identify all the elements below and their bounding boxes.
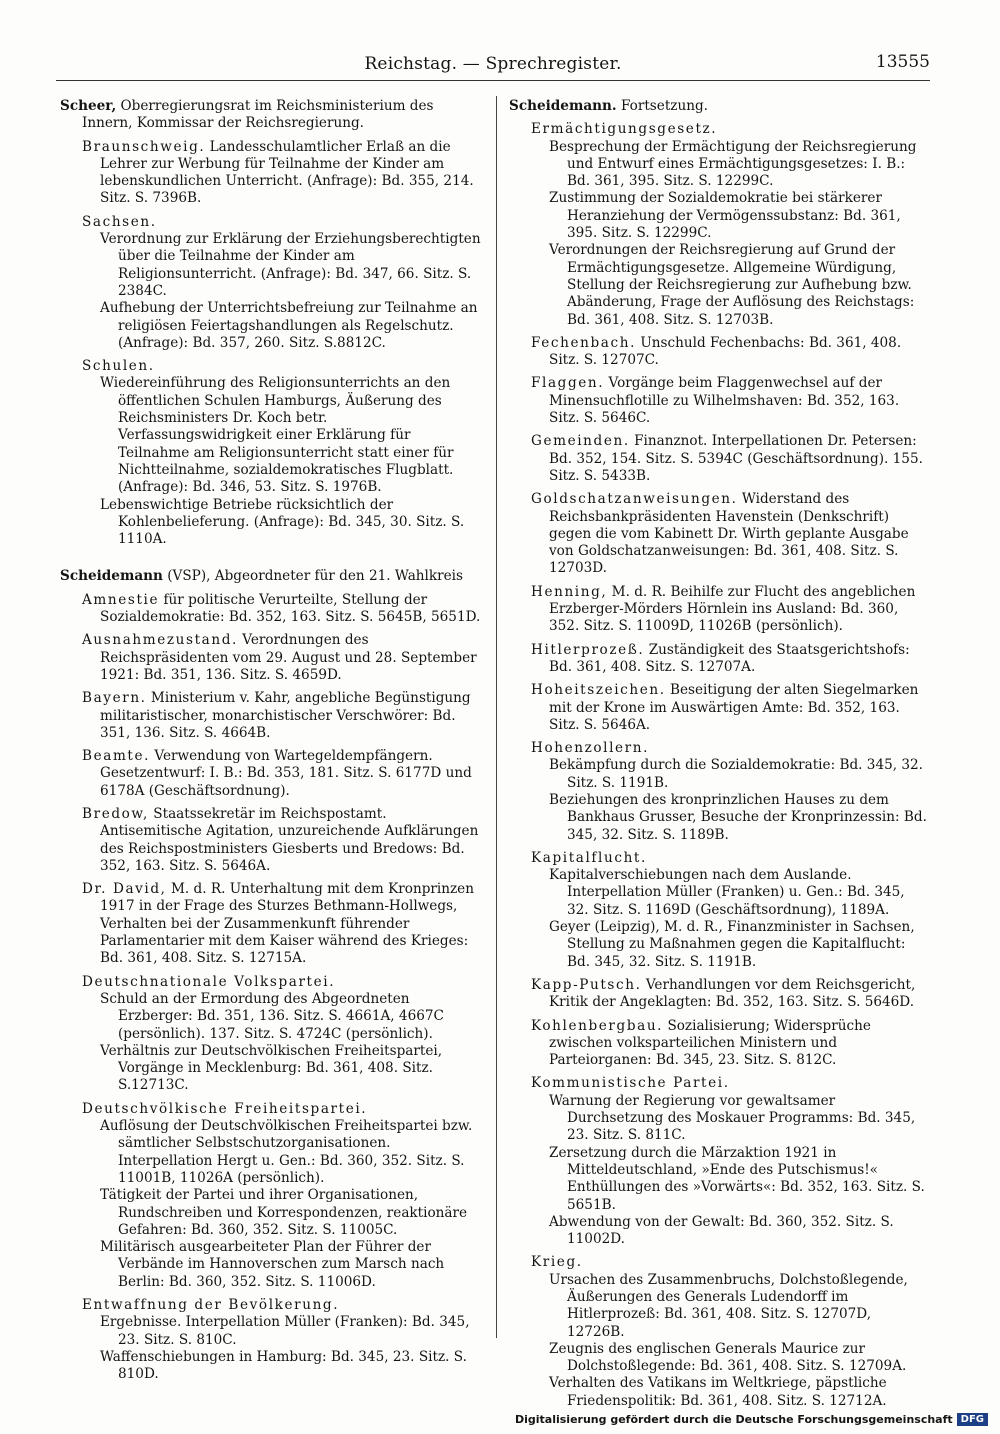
topic-keyword: Hohenzollern. <box>531 740 650 757</box>
topic-heading <box>531 850 929 867</box>
topic-entry <box>531 1075 929 1248</box>
topic-keyword: Kapp-Putsch. <box>531 976 642 993</box>
entry-scheer <box>60 98 482 548</box>
person-name: Scheidemann. <box>509 98 617 114</box>
topic-entry <box>531 584 929 636</box>
topic-heading <box>82 1101 482 1118</box>
continuation-label: Fortsetzung. <box>620 98 708 114</box>
topic-entry <box>531 642 929 677</box>
topic-entry <box>531 121 929 329</box>
topic-text: Finanznot. Interpellationen Dr. Petersen: Bd. 352, 154. Sitz. S. 5394C (Geschäftsordnung). 155. Sitz. S. 5433B. <box>549 433 923 484</box>
topic-entry <box>82 632 482 684</box>
topic-keyword: Amnestie <box>82 591 160 608</box>
topic-entry <box>531 1254 929 1410</box>
topic-keyword: Sachsen. <box>82 213 157 230</box>
topic-entry <box>531 433 929 485</box>
topic-text: Vorgänge beim Flaggenwechsel auf der Minensuchflotille zu Wilhelmshaven: Bd. 352, 163. Sitz. S. 5646C. <box>549 375 900 427</box>
header-rule <box>56 80 930 81</box>
topic-entry <box>531 682 929 734</box>
subtopic-entry: Geyer (Leipzig), M. d. R., Finanzminister in Sachsen, Stellung zu Maßnahmen gegen die Kapitalflucht: Bd. 345, 32. Sitz. S. 1191B. <box>549 919 915 970</box>
topic-list <box>60 592 482 1384</box>
topic-text: Ministerium v. Kahr, angebliche Begünstigung militaristischer, monarchistischer Verschwörer: Bd. 351, 136. Sitz. S. 4664B. <box>100 690 471 741</box>
topic-entry <box>531 850 929 971</box>
topic-heading <box>531 375 929 427</box>
topic-heading <box>82 358 482 375</box>
column-divider <box>496 96 497 1338</box>
topic-keyword: Henning, <box>531 583 608 600</box>
topic-entry <box>82 806 482 875</box>
topic-text: Verordnungen des Reichspräsidenten vom 29. August und 28. September 1921: Bd. 351, 136. Sitz. S. 4659D. <box>100 632 477 683</box>
topic-heading <box>531 584 929 636</box>
subtopic-entry: Lebenswichtige Betriebe rücksichtlich der Kohlenbelieferung. (Anfrage): Bd. 345, 30. Sitz. S. 1110A. <box>100 496 465 548</box>
topic-text: Sozialisierung; Widersprüche zwischen volksparteilichen Ministern und Parteiorganen: Bd. 345, 23. Sitz. S. 812C. <box>549 1017 871 1069</box>
topic-entry <box>82 214 482 352</box>
topic-entry <box>531 335 929 370</box>
topic-text: Zuständigkeit des Staatsgerichtshofs: Bd. 361, 408. Sitz. S. 12707A. <box>549 641 910 675</box>
subtopic-entry: Wiedereinführung des Religionsunterrichts an den öffentlichen Schulen Hamburgs, Äußerung des Reichsministers Dr. Koch betr. Verfassungswidrigkeit einer Erklärung für Teilnahme am Religionsunterricht statt einer für Nichtteilnahme, sozialdemokratisches Flugblatt. (Anfrage): Bd. 346, 53. Sitz. S. 1976B. <box>100 375 454 496</box>
topic-text: Widerstand des Reichsbankpräsidenten Havenstein (Denkschrift) gegen die vom Kabinett Dr. Wirth geplante Ausgabe von Goldschatzanweisungen: Bd. 361, 408. Sitz. S. 12703D. <box>549 491 909 577</box>
topic-text: M. d. R. Unterhaltung mit dem Kronprinzen 1917 in der Frage des Sturzes Bethmann-Hollwegs, Verhalten bei der Zusammenkunft führender Parlamentarier mit dem Kaiser während des Krieges: Bd. 361, 408. Sitz. S. 12715A. <box>100 881 474 967</box>
subtopic-entry: Beziehungen des kronprinzlichen Hauses zu dem Bankhaus Grusser, Besuche der Kronprinzessin: Bd. 345, 32. Sitz. S. 1189B. <box>549 791 927 843</box>
topic-keyword: Schulen. <box>82 358 155 375</box>
topic-text: Verwendung von Wartegeldempfängern. Gesetzentwurf: I. B.: Bd. 353, 181. Sitz. S. 6177D und 6178A (Geschäftsordnung). <box>100 748 472 799</box>
topic-text: Landesschulamtlicher Erlaß an die Lehrer zur Werbung für Teilnahme der Kinder am lebenskundlichen Unterricht. (Anfrage): Bd. 355, 214. Sitz. S. 7396B. <box>100 138 474 207</box>
topic-list <box>60 139 482 549</box>
subtopic-entry: Zustimmung der Sozialdemokratie bei stärkerer Heranziehung der Vermögenssubstanz: Bd. 361, 395. Sitz. S. 12299C. <box>549 190 901 242</box>
person-heading <box>60 568 482 585</box>
topic-text: Verhandlungen vor dem Reichsgericht, Kritik der Angeklagten: Bd. 352, 163. Sitz. S. 5646D. <box>549 976 916 1011</box>
topic-entry <box>82 1297 482 1383</box>
person-role: (VSP), Abgeordneter für den 21. Wahlkreis <box>167 568 464 585</box>
topic-keyword: Ausnahmezustand. <box>82 632 238 649</box>
topic-entry <box>531 1018 929 1070</box>
topic-heading <box>531 682 929 734</box>
subtopic-entry: Aufhebung der Unterrichtsbefreiung zur Teilnahme an religiösen Feiertagshandlungen als Regelschutz. (Anfrage): Bd. 357, 260. Sitz. S.8812C. <box>100 300 478 351</box>
subtopic-entry: Ursachen des Zusammenbruchs, Dolchstoßlegende, Äußerungen des Generals Ludendorff im Hitlerprozeß: Bd. 361, 408. Sitz. S. 12707D, 12726B. <box>549 1271 908 1340</box>
topic-heading <box>82 1297 482 1314</box>
topic-keyword: Bredow, <box>82 805 149 822</box>
running-title: Reichstag. — Sprechregister. <box>364 54 622 74</box>
topic-heading <box>82 806 482 875</box>
person-name: Scheer, <box>60 98 117 114</box>
topic-keyword: Braunschweig. <box>82 138 206 155</box>
topic-keyword: Goldschatzanweisungen. <box>531 491 738 508</box>
topic-heading <box>531 491 929 577</box>
topic-keyword: Krieg. <box>531 1254 583 1271</box>
topic-entry <box>82 1101 482 1291</box>
topic-entry <box>82 881 482 967</box>
subtopic-entry: Schuld an der Ermordung des Abgeordneten Erzberger: Bd. 351, 136. Sitz. S. 4661A, 4667C (persönlich). 137. Sitz. S. 4724C (persönlich). <box>100 990 444 1042</box>
subtopic-entry: Verhalten des Vatikans im Weltkriege, päpstliche Friedenspolitik: Bd. 361, 408. Sitz. S. 12712A. <box>549 1375 887 1409</box>
topic-keyword: Kommunistische Partei. <box>531 1075 730 1092</box>
page-number: 13555 <box>875 52 930 72</box>
dfg-logo: DFG <box>957 1413 988 1426</box>
topic-entry <box>531 977 929 1012</box>
topic-text: für politische Verurteilte, Stellung der Sozialdemokratie: Bd. 352, 163. Sitz. S. 5645B, 5651D. <box>100 591 481 626</box>
topic-heading <box>82 592 482 627</box>
footer-credit <box>515 1413 988 1426</box>
topic-list <box>509 121 929 1410</box>
topic-entry <box>82 748 482 800</box>
subtopic-entry: Verhältnis zur Deutschvölkischen Freiheitspartei, Vorgänge in Mecklenburg: Bd. 361, 408. Sitz. S.12713C. <box>100 1042 443 1094</box>
topic-entry <box>82 974 482 1095</box>
topic-entry <box>531 740 929 844</box>
topic-entry <box>82 139 482 208</box>
topic-keyword: Gemeinden. <box>531 433 630 450</box>
topic-heading <box>531 121 929 138</box>
topic-keyword: Deutschnationale Volkspartei. <box>82 973 336 990</box>
topic-heading <box>82 139 482 208</box>
subtopic-entry: Bekämpfung durch die Sozialdemokratie: Bd. 345, 32. Sitz. S. 1191B. <box>549 757 924 791</box>
topic-text: Unschuld Fechenbachs: Bd. 361, 408. Sitz. S. 12707C. <box>549 334 902 369</box>
topic-keyword: Bayern. <box>82 690 147 707</box>
topic-heading <box>531 977 929 1012</box>
topic-heading <box>531 1254 929 1271</box>
topic-keyword: Hoheitszeichen. <box>531 682 666 699</box>
subtopic-entry: Verordnung zur Erklärung der Erziehungsberechtigten über die Teilnahme der Kinder am Religionsunterricht. (Anfrage): Bd. 347, 66. Sitz. S. 2384C. <box>100 231 481 299</box>
subtopic-entry: Warnung der Regierung vor gewaltsamer Durchsetzung des Moskauer Programms: Bd. 345, 23. Sitz. S. 811C. <box>549 1092 916 1144</box>
topic-entry <box>82 358 482 548</box>
person-heading <box>60 98 482 133</box>
topic-text: M. d. R. Beihilfe zur Flucht des angeblichen Erzberger-Mörders Hörnlein ins Ausland: Bd. 360, 352. Sitz. S. 11009D, 11026B (persönlich). <box>549 583 916 635</box>
subtopic-entry: Kapitalverschiebungen nach dem Auslande. Interpellation Müller (Franken) u. Gen.: Bd. 345, 32. Sitz. S. 1169D (Geschäftsordnung), 1189A. <box>549 867 905 918</box>
topic-heading <box>82 881 482 967</box>
topic-entry <box>531 375 929 427</box>
topic-entry <box>531 491 929 577</box>
entry-scheidemann <box>60 568 482 1383</box>
topic-keyword: Hitlerprozeß. <box>531 641 645 658</box>
topic-heading <box>82 748 482 800</box>
topic-entry <box>82 592 482 627</box>
topic-keyword: Ermächtigungsgesetz. <box>531 121 718 138</box>
subtopic-entry: Verordnungen der Reichsregierung auf Grund der Ermächtigungsgesetze. Allgemeine Würdigung, Stellung der Reichsregierung zur Aufhebung bzw. Abänderung, Frage der Auflösung des Reichstags: Bd. 361, 408. Sitz. S. 12703B. <box>549 242 915 328</box>
topic-heading <box>82 214 482 231</box>
topic-heading <box>82 632 482 684</box>
topic-heading <box>82 974 482 991</box>
topic-heading <box>531 1075 929 1092</box>
subtopic-entry: Tätigkeit der Partei und ihrer Organisationen, Rundschreiben und Korrespondenzen, reaktionäre Gefahren: Bd. 360, 352. Sitz. S. 11005C. <box>100 1187 468 1238</box>
topic-keyword: Deutschvölkische Freiheitspartei. <box>82 1100 368 1117</box>
topic-text: Staatssekretär im Reichspostamt. Antisemitische Agitation, unzureichende Aufklärungen des Reichspostministers Giesberts und Bredows: Bd. 352, 163. Sitz. S. 5646A. <box>100 805 479 874</box>
topic-heading <box>531 335 929 370</box>
topic-text: Beseitigung der alten Siegelmarken mit der Krone im Auswärtigen Amte: Bd. 352, 163. Sitz. S. 5646A. <box>549 682 919 733</box>
topic-keyword: Fechenbach. <box>531 334 636 351</box>
topic-keyword: Dr. David, <box>82 881 167 898</box>
topic-keyword: Entwaffnung der Bevölkerung. <box>82 1297 340 1313</box>
topic-entry <box>82 690 482 742</box>
left-column <box>60 98 482 1403</box>
topic-keyword: Flaggen. <box>531 375 605 392</box>
footer-text: Digitalisierung gefördert durch die Deutsche Forschungsgemeinschaft <box>514 1413 953 1426</box>
subtopic-entry: Ergebnisse. Interpellation Müller (Franken): Bd. 345, 23. Sitz. S. 810C. <box>100 1314 470 1348</box>
subtopic-entry: Besprechung der Ermächtigung der Reichsregierung und Entwurf eines Ermächtigungsgesetzes: I. B.: Bd. 361, 395. Sitz. S. 12299C. <box>549 138 917 190</box>
subtopic-entry: Militärisch ausgearbeiteter Plan der Führer der Verbände im Hannoverschen zum Marsch nach Berlin: Bd. 360, 352. Sitz. S. 11006D. <box>100 1239 445 1290</box>
subtopic-entry: Waffenschiebungen in Hamburg: Bd. 345, 23. Sitz. S. 810D. <box>100 1348 467 1383</box>
subtopic-entry: Auflösung der Deutschvölkischen Freiheitspartei bzw. sämtlicher Selbstschutzorganisationen. Interpellation Hergt u. Gen.: Bd. 360, 352. Sitz. S. 11001B, 11026A (persönlich). <box>100 1118 473 1186</box>
continuation-heading <box>509 98 929 115</box>
topic-keyword: Kohlenbergbau. <box>531 1017 664 1034</box>
subtopic-entry: Zeugnis des englischen Generals Maurice zur Dolchstoßlegende: Bd. 361, 408. Sitz. S. 12709A. <box>549 1340 907 1375</box>
topic-heading <box>531 642 929 677</box>
person-role: Oberregierungsrat im Reichsministerium des Innern, Kommissar der Reichsregierung. <box>82 98 434 132</box>
subtopic-entry: Zersetzung durch die Märzaktion 1921 in Mitteldeutschland, »Ende des Putschismus!« Enthüllungen des »Vorwärts«: Bd. 352, 163. Sitz. S. 5651B. <box>549 1144 925 1213</box>
topic-heading <box>531 740 929 757</box>
topic-keyword: Kapitalflucht. <box>531 849 647 866</box>
topic-heading <box>531 1018 929 1070</box>
topic-keyword: Beamte. <box>82 748 151 765</box>
topic-heading <box>82 690 482 742</box>
subtopic-entry: Abwendung von der Gewalt: Bd. 360, 352. Sitz. S. 11002D. <box>549 1213 894 1248</box>
page-header <box>56 50 930 78</box>
person-name: Scheidemann <box>60 568 163 585</box>
topic-heading <box>531 433 929 485</box>
right-column <box>509 98 929 1410</box>
